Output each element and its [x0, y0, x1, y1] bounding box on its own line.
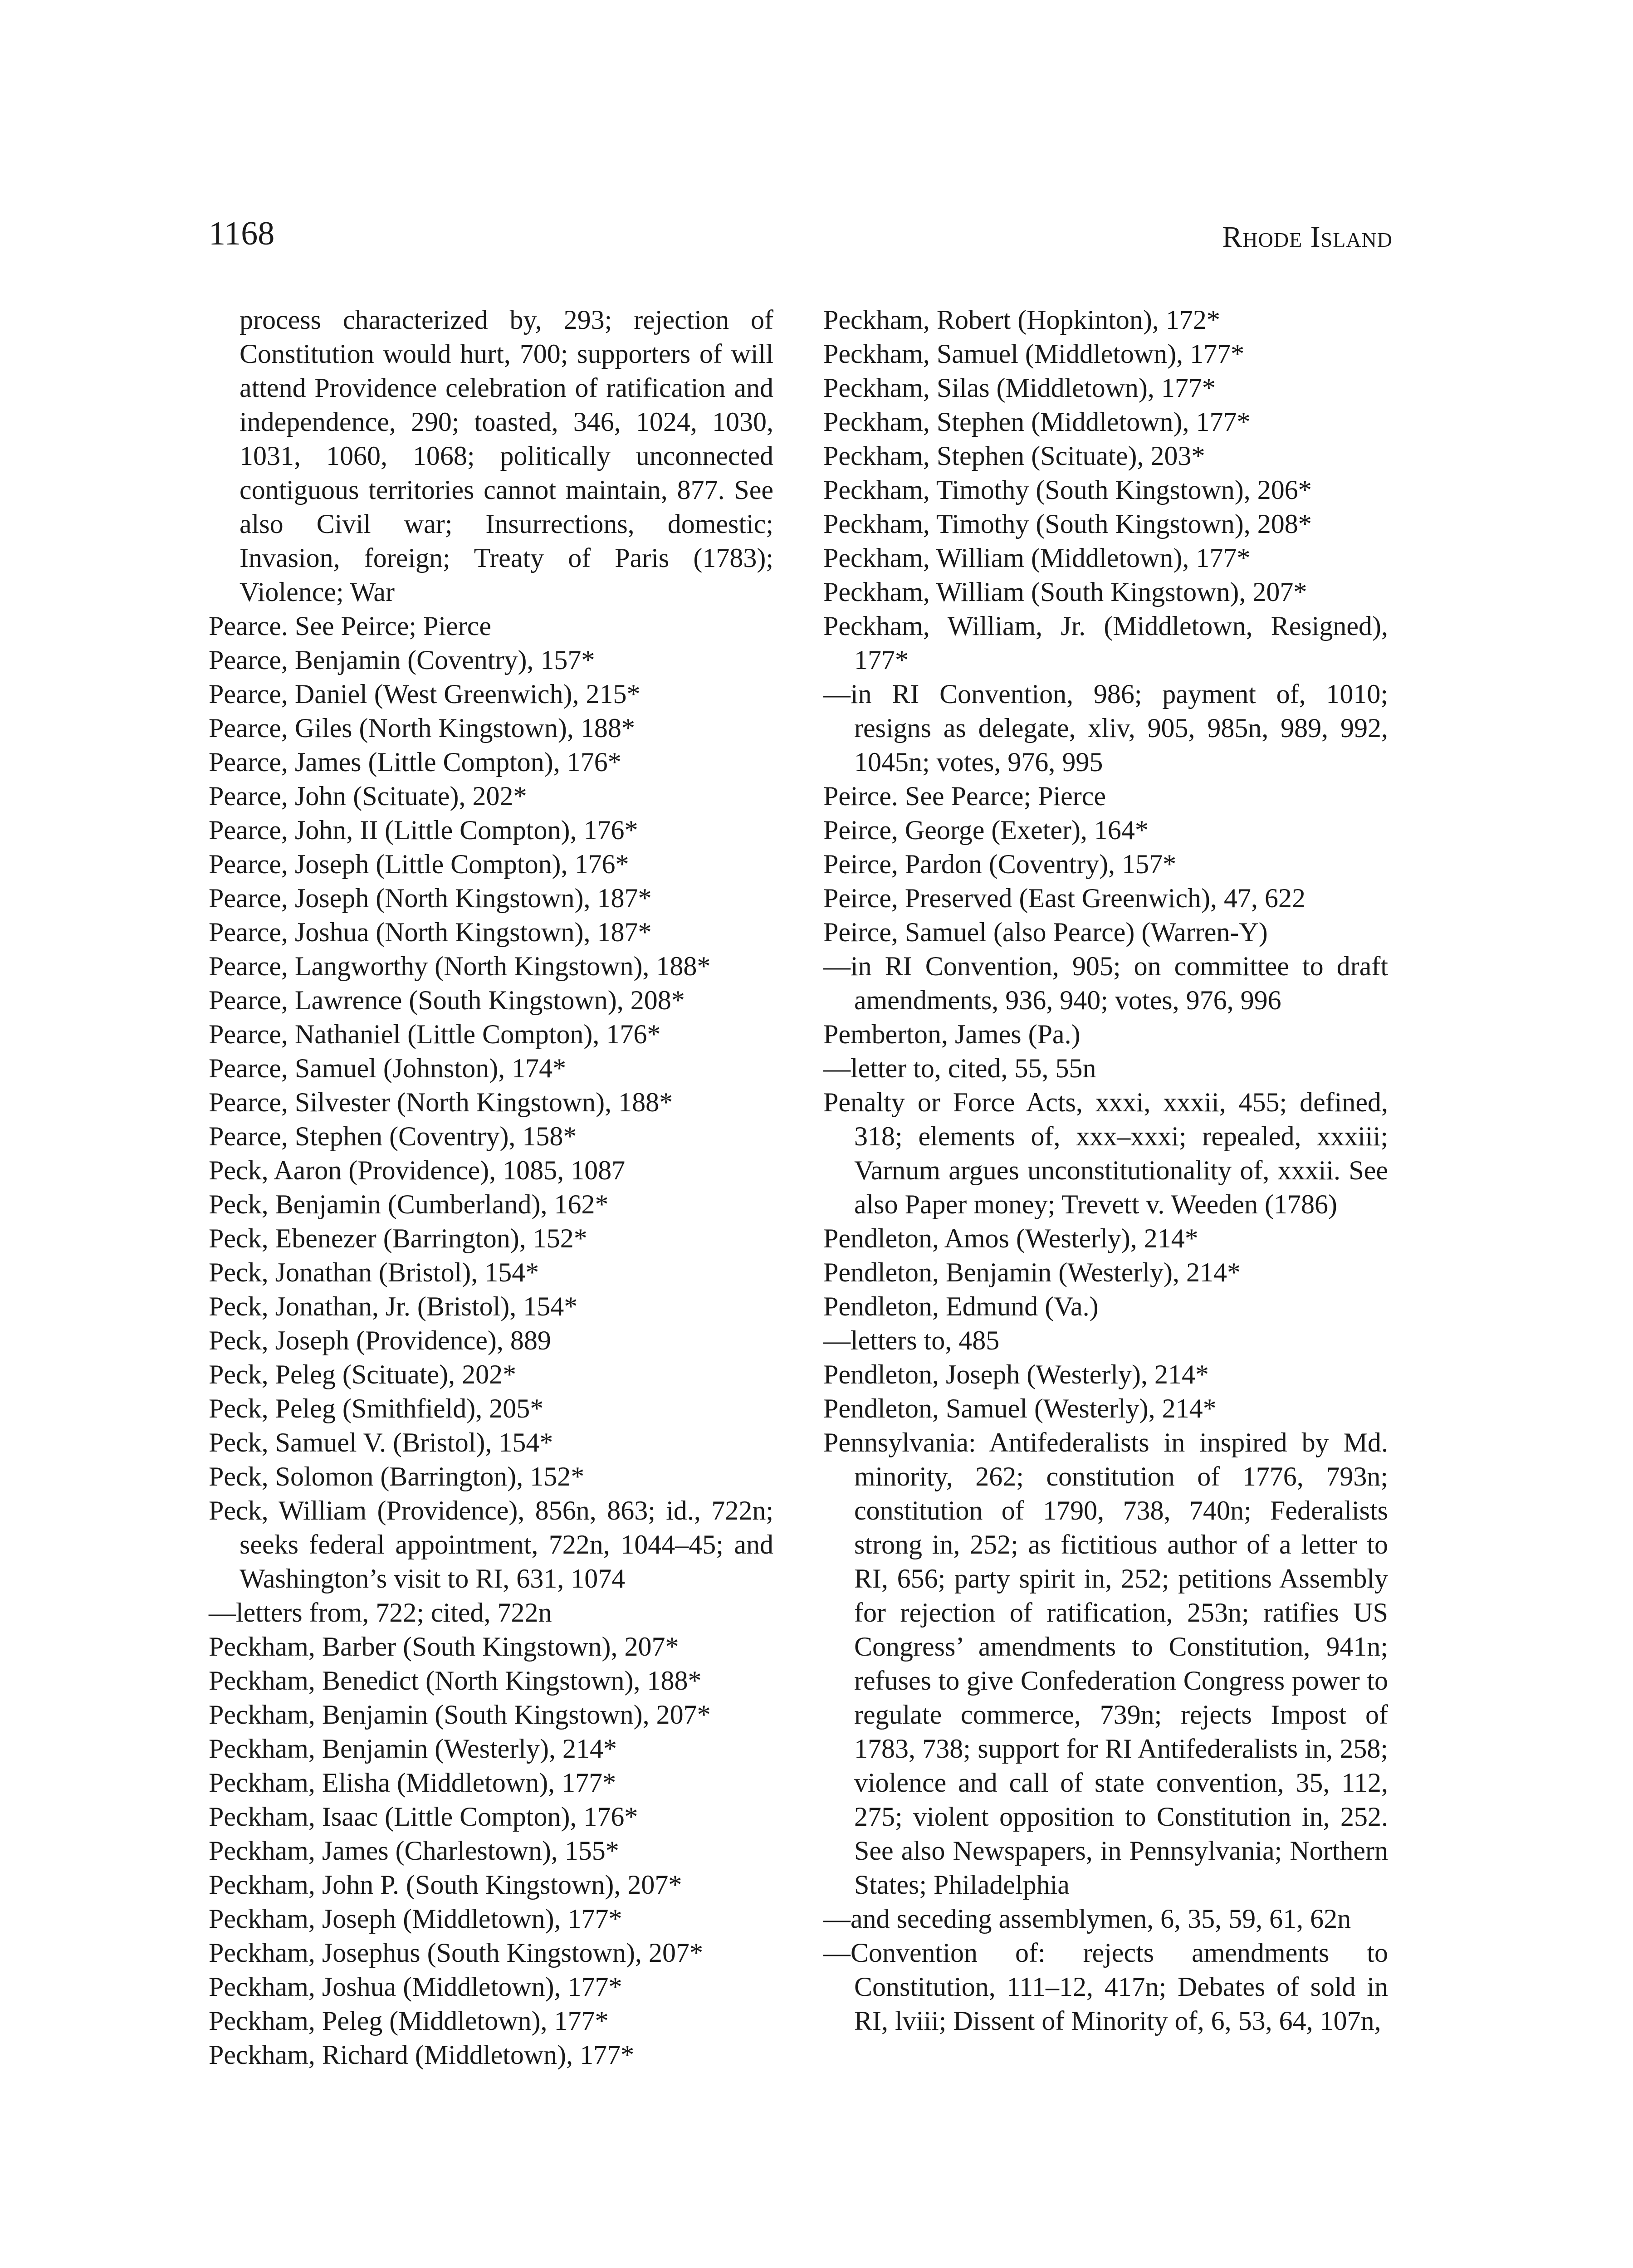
index-subentry: —letter to, cited, 55, 55n	[823, 1053, 1096, 1083]
index-entry: Pearce, Joseph (North Kingstown), 187*	[209, 883, 652, 913]
index-entry: Peckham, James (Charlestown), 155*	[209, 1836, 619, 1866]
index-entry: Pearce, Silvester (North Kingstown), 188*	[209, 1087, 673, 1117]
index-entry: Peirce, Pardon (Coventry), 157*	[823, 849, 1177, 879]
index-entry: Pendleton, Joseph (Westerly), 214*	[823, 1359, 1209, 1389]
index-entry: Peckham, Joshua (Middletown), 177*	[209, 1972, 622, 2002]
right-index-column	[823, 303, 1388, 2038]
index-entry: Peirce, Preserved (East Greenwich), 47, 622	[823, 883, 1305, 913]
index-subentry: —letters to, 485	[823, 1325, 1000, 1355]
index-entry: Peckham, Benedict (North Kingstown), 188*	[209, 1666, 702, 1696]
index-entry: Peirce, Samuel (also Pearce) (Warren-Y)	[823, 917, 1268, 947]
index-entry: Penalty or Force Acts, xxxi, xxxii, 455; defined, 318; elements of, xxx–xxxi; repealed, xxxiii; Varnum argues unconstitutionality of, xxxii. See also Paper money; Trevett v. Weeden (1786)	[823, 1087, 1388, 1219]
index-entry: Pendleton, Edmund (Va.)	[823, 1291, 1099, 1321]
index-entry: Peckham, Peleg (Middletown), 177*	[209, 2006, 609, 2036]
index-entry: Peckham, John P. (South Kingstown), 207*	[209, 1870, 682, 1900]
index-entry: Pearce, Daniel (West Greenwich), 215*	[209, 679, 640, 709]
running-head: Rhode Island	[1222, 220, 1393, 254]
index-entry: Peckham, Samuel (Middletown), 177*	[823, 339, 1245, 369]
index-entry: Peck, Joseph (Providence), 889	[209, 1325, 551, 1355]
index-entry: Peck, William (Providence), 856n, 863; id., 722n; seeks federal appointment, 722n, 1044–45; and Washington’s visit to RI, 631, 1074	[209, 1496, 773, 1593]
index-entry: Pearce, John (Scituate), 202*	[209, 781, 527, 811]
index-entry: Pearce, Joseph (Little Compton), 176*	[209, 849, 629, 879]
index-entry: Pearce, John, II (Little Compton), 176*	[209, 815, 638, 845]
index-entry: Pendleton, Samuel (Westerly), 214*	[823, 1393, 1217, 1423]
index-entry: Peckham, Timothy (South Kingstown), 206*	[823, 475, 1312, 505]
left-index-column	[209, 303, 773, 2072]
index-entry: Peckham, Elisha (Middletown), 177*	[209, 1768, 616, 1798]
index-entry: Peck, Solomon (Barrington), 152*	[209, 1461, 585, 1491]
index-entry: Peckham, Isaac (Little Compton), 176*	[209, 1802, 638, 1832]
index-subentry: —Convention of: rejects amendments to Constitution, 111–12, 417n; Debates of sold in RI, lviii; Dissent of Minority of, 6, 53, 64, 107n,	[823, 1938, 1388, 2036]
index-entry: Peckham, Silas (Middletown), 177*	[823, 373, 1216, 403]
index-entry: Peckham, Josephus (South Kingstown), 207*	[209, 1938, 703, 1968]
index-entry: Peck, Ebenezer (Barrington), 152*	[209, 1223, 587, 1253]
index-entry: Peck, Aaron (Providence), 1085, 1087	[209, 1155, 626, 1185]
index-entry: Peckham, Timothy (South Kingstown), 208*	[823, 509, 1312, 539]
index-entry: Peckham, Stephen (Scituate), 203*	[823, 441, 1205, 471]
index-entry: Pearce, Langworthy (North Kingstown), 188*	[209, 951, 711, 981]
index-subentry: —letters from, 722; cited, 722n	[209, 1598, 552, 1628]
index-entry: Pearce, Joshua (North Kingstown), 187*	[209, 917, 652, 947]
index-entry: Pennsylvania: Antifederalists in inspired by Md. minority, 262; constitution of 1776, 793n; constitution of 1790, 738, 740n; Federalists strong in, 252; as fictitious author of a letter to RI, 656; party spirit in, 252; petitions Assembly for rejection of ratification, 253n; ratifies US Congress’ amendments to Constitution, 941n; refuses to give Confederation Congress power to regulate commerce, 739n; rejects Impost of 1783, 738; support for RI Antifederalists in, 258; violence and call of state convention, 35, 112, 275; violent opposition to Constitution in, 252. See also Newspapers, in Pennsylvania; Northern States; Philadelphia	[823, 1427, 1388, 1900]
index-entry: Pearce, Samuel (Johnston), 174*	[209, 1053, 567, 1083]
index-entry: Peck, Peleg (Smithfield), 205*	[209, 1393, 544, 1423]
index-entry: Pearce. See Peirce; Pierce	[209, 611, 491, 641]
index-entry: Peckham, Robert (Hopkinton), 172*	[823, 305, 1220, 335]
index-entry: Pearce, Giles (North Kingstown), 188*	[209, 713, 635, 743]
index-entry: Peckham, Stephen (Middletown), 177*	[823, 407, 1251, 437]
index-entry: Peckham, Joseph (Middletown), 177*	[209, 1904, 622, 1934]
index-entry: Peckham, Benjamin (South Kingstown), 207*	[209, 1700, 711, 1730]
index-entry: Peck, Benjamin (Cumberland), 162*	[209, 1189, 609, 1219]
index-subentry: —in RI Convention, 905; on committee to draft amendments, 936, 940; votes, 976, 996	[823, 951, 1388, 1015]
index-entry: Peck, Samuel V. (Bristol), 154*	[209, 1427, 553, 1457]
index-entry: Pearce, Lawrence (South Kingstown), 208*	[209, 985, 685, 1015]
page-number: 1168	[209, 215, 275, 252]
index-entry: Pearce, James (Little Compton), 176*	[209, 747, 621, 777]
index-entry: Pearce, Stephen (Coventry), 158*	[209, 1121, 577, 1151]
index-entry: Pendleton, Benjamin (Westerly), 214*	[823, 1257, 1241, 1287]
index-entry: Peirce. See Pearce; Pierce	[823, 781, 1106, 811]
index-entry: Peirce, George (Exeter), 164*	[823, 815, 1149, 845]
index-entry: Peck, Peleg (Scituate), 202*	[209, 1359, 517, 1389]
index-entry: Peckham, Richard (Middletown), 177*	[209, 2040, 635, 2070]
index-entry: Peck, Jonathan (Bristol), 154*	[209, 1257, 539, 1287]
index-entry: Pemberton, James (Pa.)	[823, 1019, 1081, 1049]
index-entry: Pendleton, Amos (Westerly), 214*	[823, 1223, 1198, 1253]
index-entry: Peckham, Barber (South Kingstown), 207*	[209, 1632, 679, 1662]
index-entry: Peckham, William (Middletown), 177*	[823, 543, 1251, 573]
index-entry: process characterized by, 293; rejection of Constitution would hurt, 700; supporters of will attend Providence celebration of ratification and independence, 290; toasted, 346, 1024, 1030, 1031, 1060, 1068; politically unconnected contiguous territories cannot maintain, 877. See also Civil war; Insurrections, domestic; Invasion, foreign; Treaty of Paris (1783); Violence; War	[240, 305, 773, 607]
index-entry: Peckham, Benjamin (Westerly), 214*	[209, 1734, 617, 1764]
index-subentry: —and seceding assemblymen, 6, 35, 59, 61, 62n	[823, 1904, 1351, 1934]
index-entry: Peckham, William, Jr. (Middletown, Resigned), 177*	[823, 611, 1388, 675]
index-entry: Peck, Jonathan, Jr. (Bristol), 154*	[209, 1291, 578, 1321]
index-entry: Pearce, Nathaniel (Little Compton), 176*	[209, 1019, 661, 1049]
index-entry: Pearce, Benjamin (Coventry), 157*	[209, 645, 595, 675]
index-entry: Peckham, William (South Kingstown), 207*	[823, 577, 1307, 607]
index-subentry: —in RI Convention, 986; payment of, 1010; resigns as delegate, xliv, 905, 985n, 989, 992, 1045n; votes, 976, 995	[823, 679, 1388, 777]
